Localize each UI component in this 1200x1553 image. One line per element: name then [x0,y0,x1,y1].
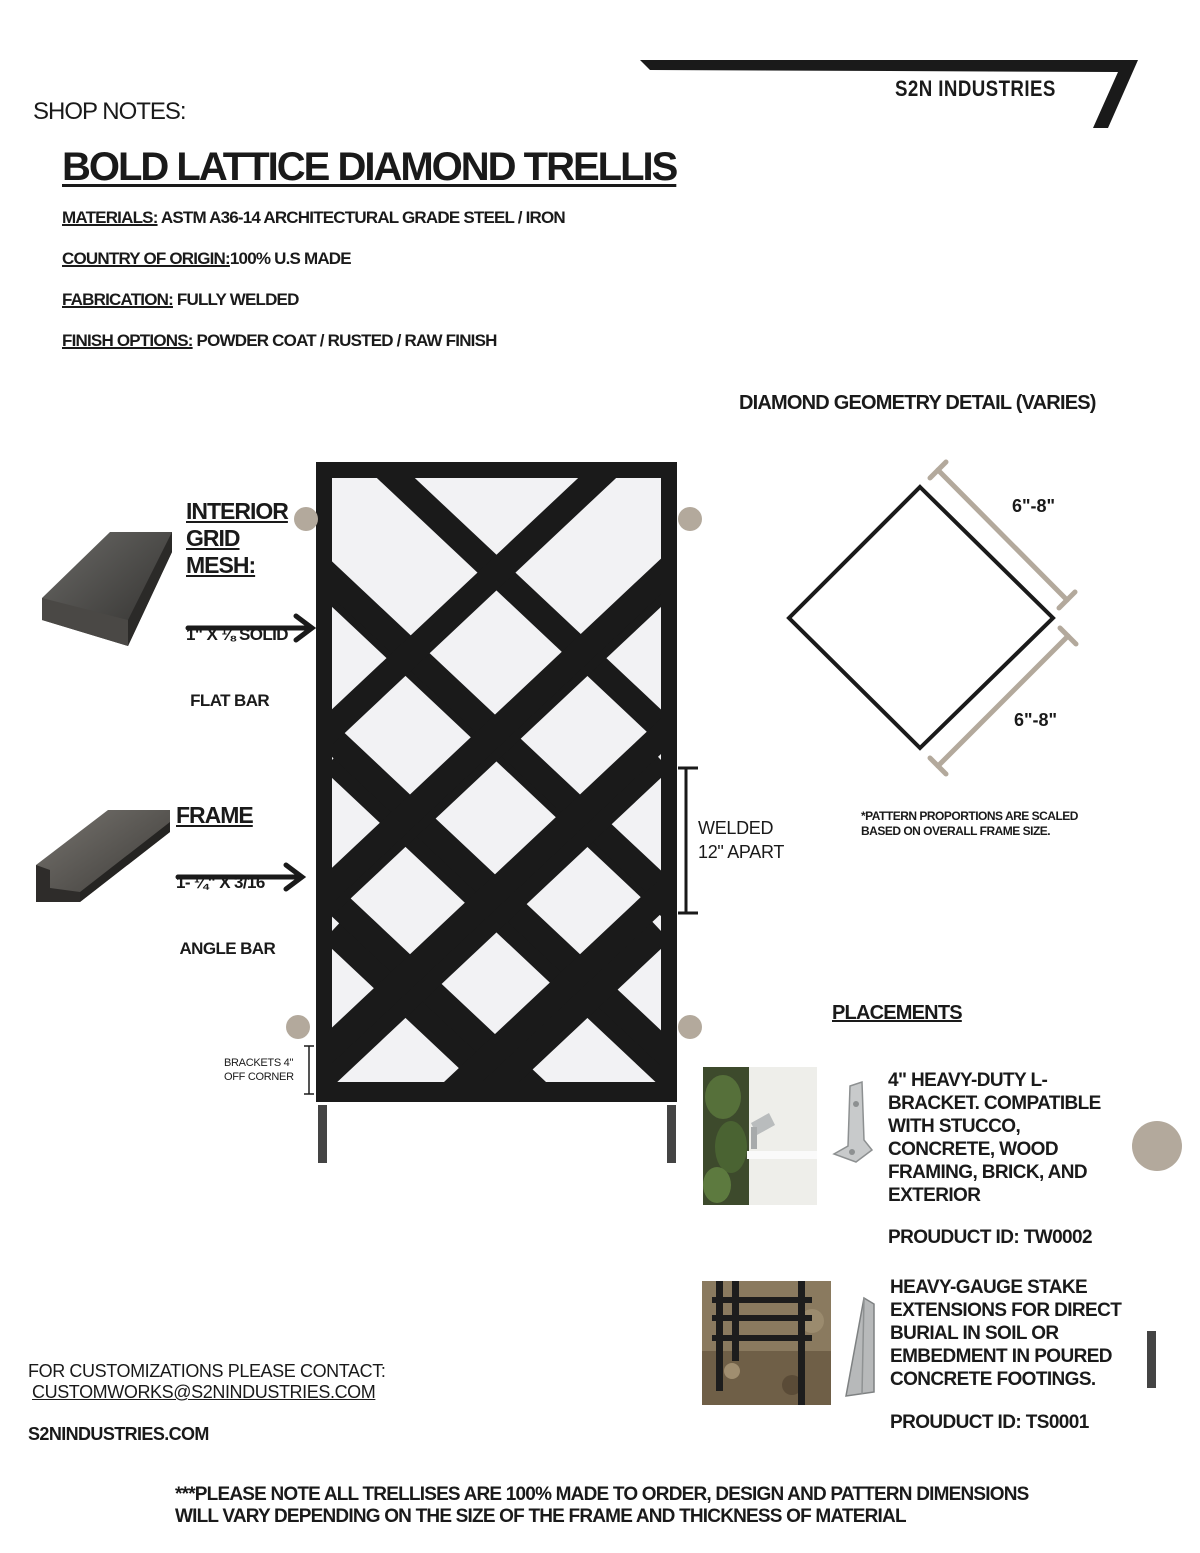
dimension-top-label: 6"-8" [1012,496,1056,516]
interior-mesh-title [186,498,288,579]
desc-line: HEAVY-GAUGE STAKE [890,1277,1088,1298]
placement-item-bracket-id: PROUDUCT ID: TW0002 [888,1227,1092,1248]
dimension-top [930,462,1075,608]
bracket-dot [678,507,702,531]
spec-value: FULLY WELDED [172,290,299,309]
spec-label: FABRICATION: [62,290,173,309]
spec-value: 100% U.S MADE [229,249,351,268]
desc-line: CONCRETE FOOTINGS. [890,1369,1096,1390]
stake-left [318,1105,327,1163]
brackets-note [224,1056,294,1084]
placement-item-stake-desc [890,1276,1160,1391]
stake-right [667,1105,676,1163]
spec-value: ASTM A36-14 ARCHITECTURAL GRADE STEEL / IRON [157,208,565,227]
stake-marker [1147,1331,1156,1388]
desc-line: WITH STUCCO, [888,1116,1021,1137]
stake-photo [702,1281,831,1405]
spec-origin [62,249,351,269]
frame-spec-line: 1- ¼" X 3/16 [176,873,265,892]
footer-note: ***PLEASE NOTE ALL TRELLISES ARE 100% MADE TO ORDER, DESIGN AND PATTERN DIMENSIONS WILL VARY DEPENDING ON THE SIZE OF THE FRAME AND THICKNESS OF MATERIAL [175,1484,1029,1527]
dimension-bottom-label: 6"-8" [1014,710,1058,730]
pattern-note: *PATTERN PROPORTIONS ARE SCALED BASED ON OVERALL FRAME SIZE. [861,809,1078,838]
placements-heading: PLACEMENTS [832,1002,962,1024]
page-title: BOLD LATTICE DIAMOND TRELLIS [62,145,677,189]
brand-name: S2N INDUSTRIES [895,76,1056,101]
bracket-dot [678,1015,702,1039]
contact-email-link[interactable]: CUSTOMWORKS@S2NINDUSTRIES.COM [32,1382,376,1402]
interior-spec-line: FLAT BAR [186,691,270,710]
l-bracket-icon [828,1080,878,1170]
desc-line: BRACKET. COMPATIBLE [888,1093,1101,1114]
bracket-offset-dimension [304,1046,314,1094]
angle-bar-image [36,810,170,902]
desc-line: EXTENSIONS FOR DIRECT [890,1300,1122,1321]
spec-value: POWDER COAT / RUSTED / RAW FINISH [192,331,497,350]
l-bracket-photo [703,1067,817,1205]
stake-icon [840,1296,880,1400]
welded-line: 12" APART [698,842,785,862]
website-link[interactable]: S2NINDUSTRIES.COM [28,1424,209,1444]
desc-line: EXTERIOR [888,1185,981,1206]
welded-dimension [678,768,698,913]
bracket-dot [294,507,318,531]
accent-dot [1132,1121,1182,1171]
welded-line: WELDED [698,818,774,838]
desc-line: EMBEDMENT IN POURED [890,1346,1112,1367]
flat-bar-image [42,532,172,646]
desc-line: 4" HEAVY-DUTY L- [888,1070,1048,1091]
interior-spec-line: 1" X ⅛ SOLID [186,625,288,644]
diamond-shape [789,487,1056,748]
interior-mesh-spec [186,580,288,734]
brackets-line: BRACKETS 4" [224,1057,294,1069]
placement-item-bracket-desc [888,1069,1148,1207]
welded-note [698,816,784,864]
spec-fabrication [62,290,299,310]
frame-spec [176,828,275,982]
spec-label: COUNTRY OF ORIGIN: [62,249,230,268]
spec-label: MATERIALS: [62,208,158,227]
interior-title-line: INTERIOR [186,498,288,524]
desc-line: FRAMING, BRICK, AND [888,1162,1087,1183]
spec-materials [62,208,565,228]
interior-title-line: GRID [186,525,240,551]
frame-title: FRAME [176,802,253,828]
bracket-dot [286,1015,310,1039]
desc-line: CONCRETE, WOOD [888,1139,1058,1160]
contact-line: FOR CUSTOMIZATIONS PLEASE CONTACT: [28,1361,386,1381]
trellis-drawing [0,440,720,1180]
geometry-title: DIAMOND GEOMETRY DETAIL (VARIES) [739,392,1096,414]
placement-item-stake-id: PROUDUCT ID: TS0001 [890,1412,1089,1433]
spec-label: FINISH OPTIONS: [62,331,193,350]
shop-notes-heading: SHOP NOTES: [33,98,186,125]
desc-line: BURIAL IN SOIL OR [890,1323,1059,1344]
dimension-bottom [930,628,1076,774]
spec-finish [62,331,497,351]
interior-title-line: MESH: [186,552,256,578]
frame-spec-line: ANGLE BAR [176,939,276,958]
brackets-line: OFF CORNER [224,1071,294,1083]
